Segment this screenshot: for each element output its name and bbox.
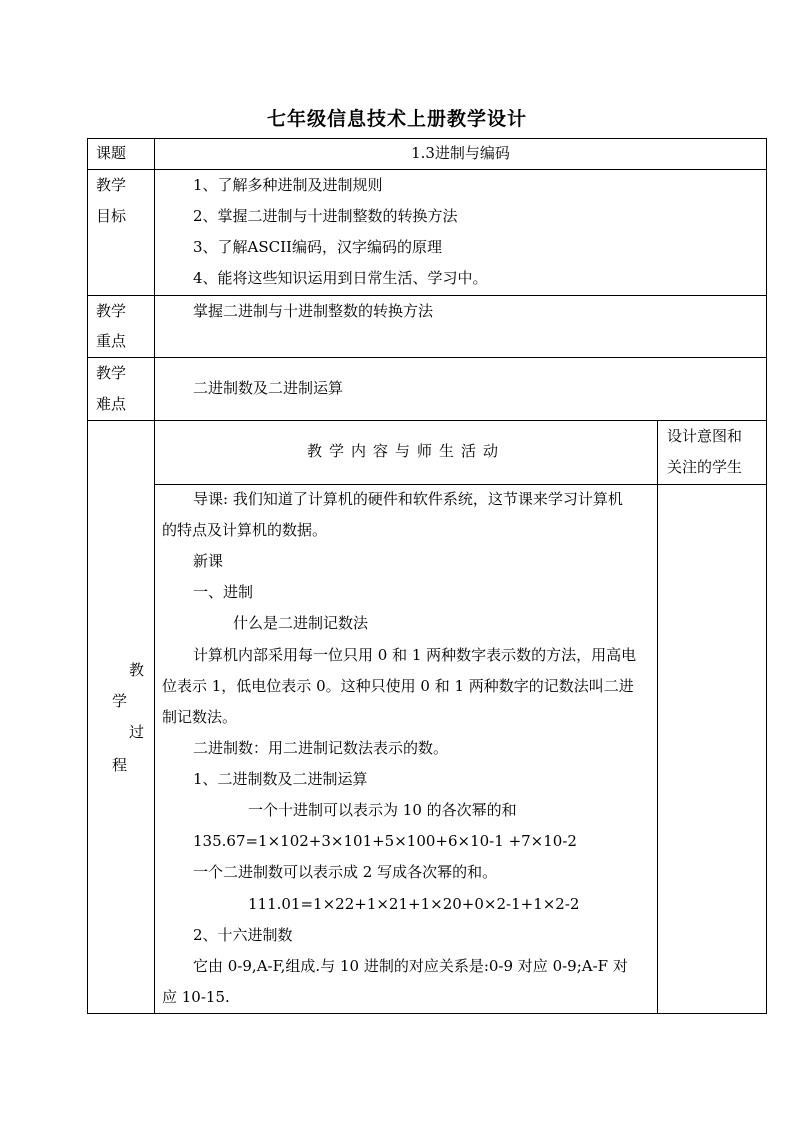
keypoint-value: 掌握二进制与十进制整数的转换方法 <box>193 302 434 320</box>
content-line: 制记数法。 <box>162 708 238 726</box>
difficulty-label-line2: 难点 <box>96 395 127 413</box>
difficulty-label-line1: 教学 <box>96 364 127 382</box>
content-line: 135.67=1×102+3×101+5×100+6×10-1 +7×10-2 <box>193 832 577 850</box>
content-line: 二进制数：用二进制记数法表示的数。 <box>193 739 449 757</box>
content-line: 一、进制 <box>193 583 254 601</box>
content-line: 应 10-15. <box>162 988 230 1006</box>
objectives-label-line2: 目标 <box>96 207 127 225</box>
content-line: 导课: 我们知道了计算机的硬件和软件系统，这节课来学习计算机 <box>193 490 623 508</box>
row-divider-keypoint <box>87 357 767 358</box>
objective-item: 4、能将这些知识运用到日常生活、学习中。 <box>193 269 488 287</box>
content-line: 什么是二进制记数法 <box>233 614 369 632</box>
table-border-right <box>766 138 767 1014</box>
column-divider-label <box>154 138 155 1014</box>
content-line: 一个二进制数可以表示成 2 写成各次幂的和。 <box>193 863 498 881</box>
content-line: 新课 <box>193 552 224 570</box>
objective-item: 2、掌握二进制与十进制整数的转换方法 <box>193 207 458 225</box>
row-divider-topic <box>87 169 767 170</box>
process-label-char: 程 <box>112 756 128 774</box>
side-header-line2: 关注的学生 <box>667 458 743 476</box>
content-line: 位表示 1，低电位表示 0。这种只使用 0 和 1 两种数字的记数法叫二进 <box>162 677 634 695</box>
column-divider-side <box>657 420 658 1014</box>
process-label-char: 教 <box>129 661 145 679</box>
process-label-char: 学 <box>112 692 128 710</box>
topic-label: 课题 <box>96 144 127 162</box>
topic-value: 1.3进制与编码 <box>411 144 510 162</box>
side-header-line1: 设计意图和 <box>667 427 743 445</box>
keypoint-label-line2: 重点 <box>96 332 127 350</box>
content-line: 的特点及计算机的数据。 <box>162 521 328 539</box>
content-line: 它由 0-9,A-F,组成.与 10 进制的对应关系是:0-9 对应 0-9;A-F 对 <box>193 957 628 975</box>
keypoint-label-line1: 教学 <box>96 302 127 320</box>
content-line: 111.01=1×22+1×21+1×20+0×2-1+1×2-2 <box>248 895 580 913</box>
content-line: 1、二进制数及二进制运算 <box>193 770 368 788</box>
content-line: 2、十六进制数 <box>193 926 293 944</box>
content-header: 教学内容与师生活动 <box>306 442 505 460</box>
content-line: 一个十进制可以表示为 10 的各次幂的和 <box>248 801 517 819</box>
objective-item: 1、了解多种进制及进制规则 <box>193 176 383 194</box>
objective-item: 3、了解ASCII编码，汉字编码的原理 <box>193 238 442 256</box>
objectives-label-line1: 教学 <box>96 176 127 194</box>
row-divider-difficulty <box>87 420 767 421</box>
difficulty-value: 二进制数及二进制运算 <box>193 379 344 397</box>
table-border-left <box>87 138 88 1014</box>
content-line: 计算机内部采用每一位只用 0 和 1 两种数字表示数的方法，用高电 <box>193 646 637 664</box>
document-title: 七年级信息技术上册教学设计 <box>266 108 527 130</box>
table-border-bottom <box>87 1013 767 1014</box>
process-label-char: 过 <box>129 723 145 741</box>
